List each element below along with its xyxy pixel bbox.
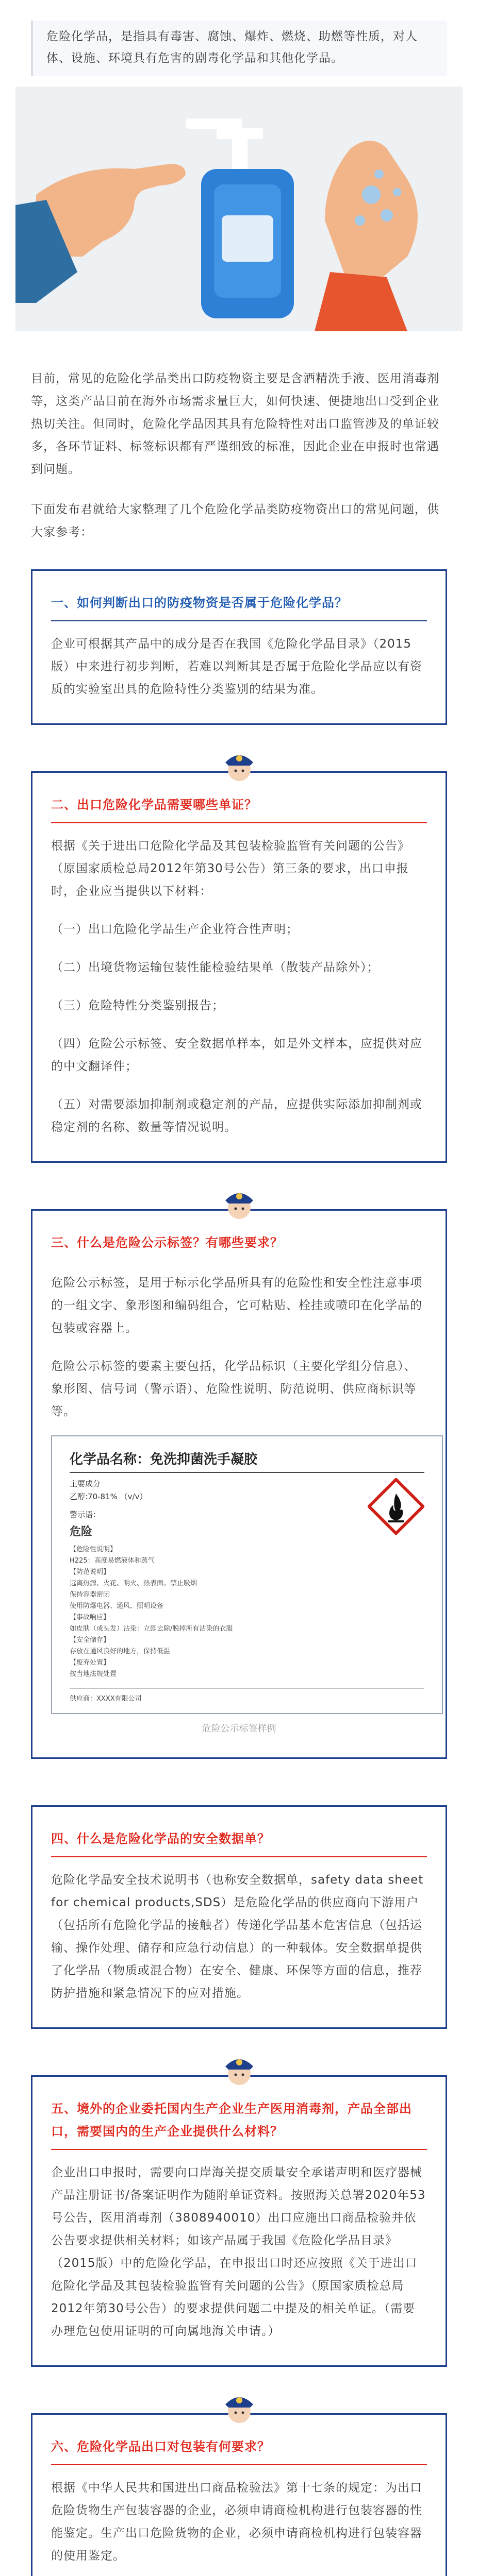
- label-line: 远离热源、火花、明火、热表面。禁止吸烟: [70, 1580, 197, 1587]
- section-card-1: [31, 569, 447, 725]
- label-ingredient: 乙醇:70-81% （v/v）: [70, 1492, 147, 1501]
- list-item: （一）出口危险化学品生产企业符合性声明；: [51, 923, 299, 936]
- officer-badge-icon: [219, 747, 259, 787]
- definition-text: 危险化学品，是指具有毒害、腐蚀、爆炸、燃烧、助燃等性质，对人体、设施、环境具有危害的剧毒化学品和其他化学品。: [46, 30, 418, 65]
- section-paragraph: 根据《关于进出口危险化学品及其包装检验监管有关问题的公告》（原国家质检总局2012年第30号公告）第三条的要求，出口申报时，企业应当提供以下材料：: [51, 839, 410, 898]
- section-card-6: [31, 2413, 447, 2576]
- definition-block: [31, 21, 447, 76]
- section-card-5: [31, 2075, 447, 2367]
- label-line: 使用防爆电器、通风、照明设备: [70, 1602, 164, 1610]
- section-paragraph: 危险公示标签的要素主要包括，化学品标识（主要化学组分信息）、象形图、信号词（警示语）、危险性说明、防范说明、供应商标识等等。: [51, 1360, 417, 1418]
- section-paragraph: 危险公示标签，是用于标示化学品所具有的危险性和安全性注意事项的一组文字、象形图和编码组合，它可粘贴、栓挂或喷印在化学品的包装或容器上。: [51, 1276, 422, 1335]
- label-signal-title: 警示语：: [70, 1510, 101, 1519]
- officer-badge-icon: [219, 1185, 259, 1225]
- label-line: 按当地法规处置: [70, 1670, 117, 1678]
- intro-paragraph-2: 下面发布君就给大家整理了几个危险化学品类防疫物资出口的常见问题，供大家参考：: [31, 503, 439, 539]
- hand-sanitizer-illustration: [15, 87, 463, 331]
- section-title: 五、境外的企业委托国内生产企业生产医用消毒剂，产品全部出口，需要国内的生产企业提供什么材料？: [51, 2097, 427, 2150]
- section-title: 二、出口危险化学品需要哪些单证？: [51, 793, 427, 823]
- label-signal-word: 危险: [70, 1526, 93, 1538]
- label-line: H225：高度易燃液体和蒸气: [70, 1557, 155, 1565]
- section-paragraph: 企业出口申报时，需要向口岸海关提交质量安全承诺声明和医疗器械产品注册证书/备案证明作为随附单证资料。按照海关总署2020年53号公告，医用消毒剂（3808940010）出口应施出口商品检验并依公告要求提供相关材料；如该产品属于我国《危险化学品目录》（2015版）中的危险化学品，在申报出口时还应按照《关于进出口危险化学品及其包装检验监管有关问题的公告》（原国家质检总局2012年第30号公告）的要求提供问题二中提及的相关单证。（需要办理危包使用证明的可向属地海关申请。）: [51, 2166, 426, 2338]
- list-item: （五）对需要添加抑制剂或稳定剂的产品，应提供实际添加抑制剂或稳定剂的名称、数量等情况说明。: [51, 1098, 422, 1134]
- section-paragraph: 根据《中华人民共和国进出口商品检验法》第十七条的规定：为出口危险货物生产包装容器的企业，必须申请商检机构进行包装容器的性能鉴定。生产出口危险货物的企业，必须申请商检机构进行包装容器的使用鉴定。: [51, 2481, 422, 2563]
- list-item: （二）出境货物运输包装性能检验结果单（散装产品除外）；: [51, 961, 380, 974]
- intro: [0, 331, 478, 544]
- label-line: 保持容器密闭: [70, 1591, 110, 1599]
- officer-badge-icon: [219, 2389, 259, 2429]
- list-item: （四）危险公示标签、安全数据单样本，如是外文样本，应提供对应的中文翻译件；: [51, 1037, 422, 1073]
- section-card-3: [31, 1209, 447, 1759]
- label-line: 【安全储存】: [70, 1636, 110, 1644]
- label-line: 如皮肤（或头发）沾染：立即去除/脱掉所有沾染的衣服: [70, 1625, 233, 1633]
- label-line: 【防范说明】: [70, 1568, 110, 1576]
- section-title: 六、危险化学品出口对包装有何要求？: [51, 2435, 427, 2465]
- section-paragraph: 危险化学品安全技术说明书（也称安全数据单，safety data sheet for chemical products,SDS）是危险化学品的供应商向下游用户（包括所有危险化学品的接触者）传递化学品基本危害信息（包括运输、操作处理、储存和应急行动信息）的一种载体。安全数据单提供了化学品（物质或混合物）在安全、健康、环保等方面的信息，推荐防护措施和紧急情况下的应对措施。: [51, 1873, 424, 2000]
- label-line: 【事故响应】: [70, 1614, 110, 1621]
- label-ingredient-title: 主要成分: [70, 1479, 101, 1488]
- section-card-2: [31, 771, 447, 1163]
- label-line: 存放在通风良好的地方，保持低温: [70, 1648, 171, 1655]
- image-caption: 危险公示标签样例: [202, 1723, 276, 1734]
- hazard-label-sample: [51, 1435, 443, 1714]
- label-header: 化学品名称：免洗抑菌洗手凝胶: [70, 1449, 424, 1473]
- article: [0, 21, 478, 2576]
- section-card-4: [31, 1805, 447, 2029]
- section-title: 三、什么是危险公示标签？有哪些要求？: [51, 1235, 283, 1250]
- label-line: 【废弃处置】: [70, 1659, 110, 1667]
- section-title: 四、什么是危险化学品的安全数据单？: [51, 1827, 427, 1857]
- label-line: 【危险性说明】: [70, 1546, 117, 1553]
- section-title: 一、如何判断出口的防疫物资是否属于危险化学品？: [51, 591, 427, 621]
- label-supplier: 供应商：XXXX有限公司: [70, 1688, 424, 1703]
- flame-pictogram-icon: [368, 1478, 424, 1535]
- officer-badge-icon: [219, 2051, 259, 2091]
- intro-paragraph: 目前，常见的危险化学品类出口防疫物资主要是含酒精洗手液、医用消毒剂等，这类产品目前在海外市场需求量巨大，如何快速、便捷地出口受到企业热切关注。但同时，危险化学品因其具有危险特性对出口监管涉及的单证较多，各环节证料、标签标识都有严谨细致的标准，因此企业在申报时也常遇到问题。: [31, 372, 439, 476]
- section-paragraph: 企业可根据其产品中的成分是否在我国《危险化学品目录》（2015版）中来进行初步判断，若难以判断其是否属于危险化学品应以有资质的实验室出具的危险特性分类鉴别的结果为准。: [51, 637, 422, 696]
- list-item: （三）危险特性分类鉴别报告；: [51, 999, 224, 1012]
- hero-illustration: [15, 87, 463, 331]
- label-body: [70, 1544, 424, 1680]
